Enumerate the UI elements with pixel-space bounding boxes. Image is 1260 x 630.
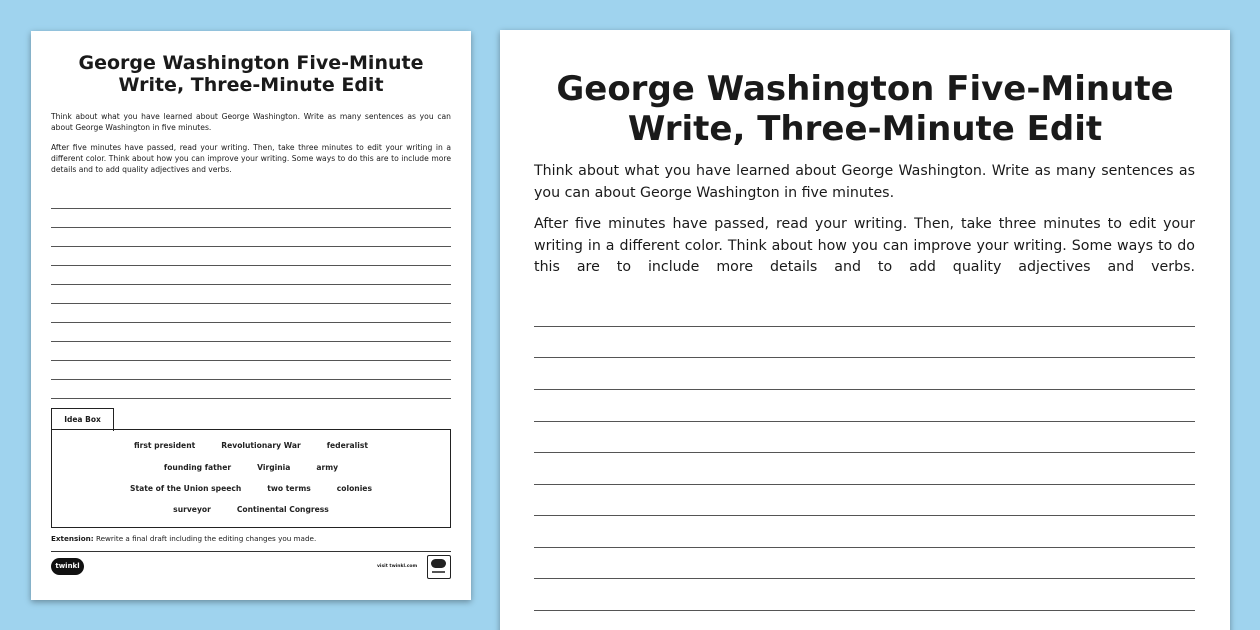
idea-row <box>52 505 450 514</box>
extension-body: Rewrite a final draft including the editing changes you made. <box>95 534 317 543</box>
writing-line <box>534 357 1195 358</box>
site-url: visit twinkl.com <box>377 564 418 569</box>
writing-line <box>51 265 451 266</box>
writing-line <box>51 227 451 228</box>
idea-row <box>52 441 450 450</box>
writing-line <box>51 284 451 285</box>
worksheet-preview-small <box>31 31 471 600</box>
writing-line <box>534 389 1195 390</box>
writing-line <box>51 322 451 323</box>
idea-box <box>51 429 451 528</box>
idea-word: colonies <box>336 484 372 493</box>
idea-word: State of the Union speech <box>130 484 242 493</box>
writing-line <box>534 326 1195 327</box>
extension-text <box>51 534 451 543</box>
instructions-paragraph-1: Think about what you have learned about George Washington. Write as many sentences as you can about George Washington in five minutes. <box>534 163 1195 201</box>
idea-word: Revolutionary War <box>221 441 301 450</box>
instructions-paragraph-1: Think about what you have learned about George Washington. Write as many sentences as you can about George Washington in five minutes. <box>51 112 451 132</box>
writing-line <box>534 578 1195 579</box>
writing-line <box>51 398 451 399</box>
idea-word: two terms <box>267 484 311 493</box>
writing-line <box>51 246 451 247</box>
writing-line <box>534 610 1195 611</box>
writing-line <box>534 547 1195 548</box>
footer-divider <box>51 551 451 552</box>
idea-word: founding father <box>163 463 232 472</box>
worksheet-title <box>500 69 1230 149</box>
writing-line <box>51 379 451 380</box>
idea-word: first president <box>134 441 196 450</box>
title-line-2: Write, Three-Minute Edit <box>627 109 1103 149</box>
twinkl-logo: twinkl <box>51 558 84 575</box>
instructions-paragraph-2: After five minutes have passed, read your writing. Then, take three minutes to edit your writing in a different color. Think about how you can improve your writing. Some ways to do this are to include more details and to add quality adjectives and verbs. <box>534 216 1195 275</box>
idea-word: Virginia <box>257 463 291 472</box>
worksheet-preview-large <box>500 30 1230 630</box>
quality-seal-icon <box>427 555 451 579</box>
instructions-paragraph-2: After five minutes have passed, read your writing. Then, take three minutes to edit your writing in a different color. Think about how you can improve your writing. Some ways to do this are to include more details and to add quality adjectives and verbs. <box>51 143 451 174</box>
title-line-2: Write, Three-Minute Edit <box>118 74 384 96</box>
title-line-1: George Washington Five-Minute <box>556 69 1174 109</box>
writing-line <box>534 515 1195 516</box>
extension-label: Extension: <box>51 534 94 543</box>
writing-line <box>534 452 1195 453</box>
idea-row <box>52 463 450 472</box>
worksheet-title <box>31 52 471 96</box>
idea-row <box>52 484 450 493</box>
writing-line <box>51 360 451 361</box>
idea-word: surveyor <box>173 505 211 514</box>
writing-line <box>534 484 1195 485</box>
writing-line <box>51 208 451 209</box>
writing-line <box>534 421 1195 422</box>
title-line-1: George Washington Five-Minute <box>78 52 424 74</box>
writing-line <box>51 341 451 342</box>
idea-word: federalist <box>326 441 368 450</box>
idea-word: Continental Congress <box>236 505 329 514</box>
idea-word: army <box>316 463 339 472</box>
writing-line <box>51 303 451 304</box>
idea-box-label: Idea Box <box>51 408 114 431</box>
